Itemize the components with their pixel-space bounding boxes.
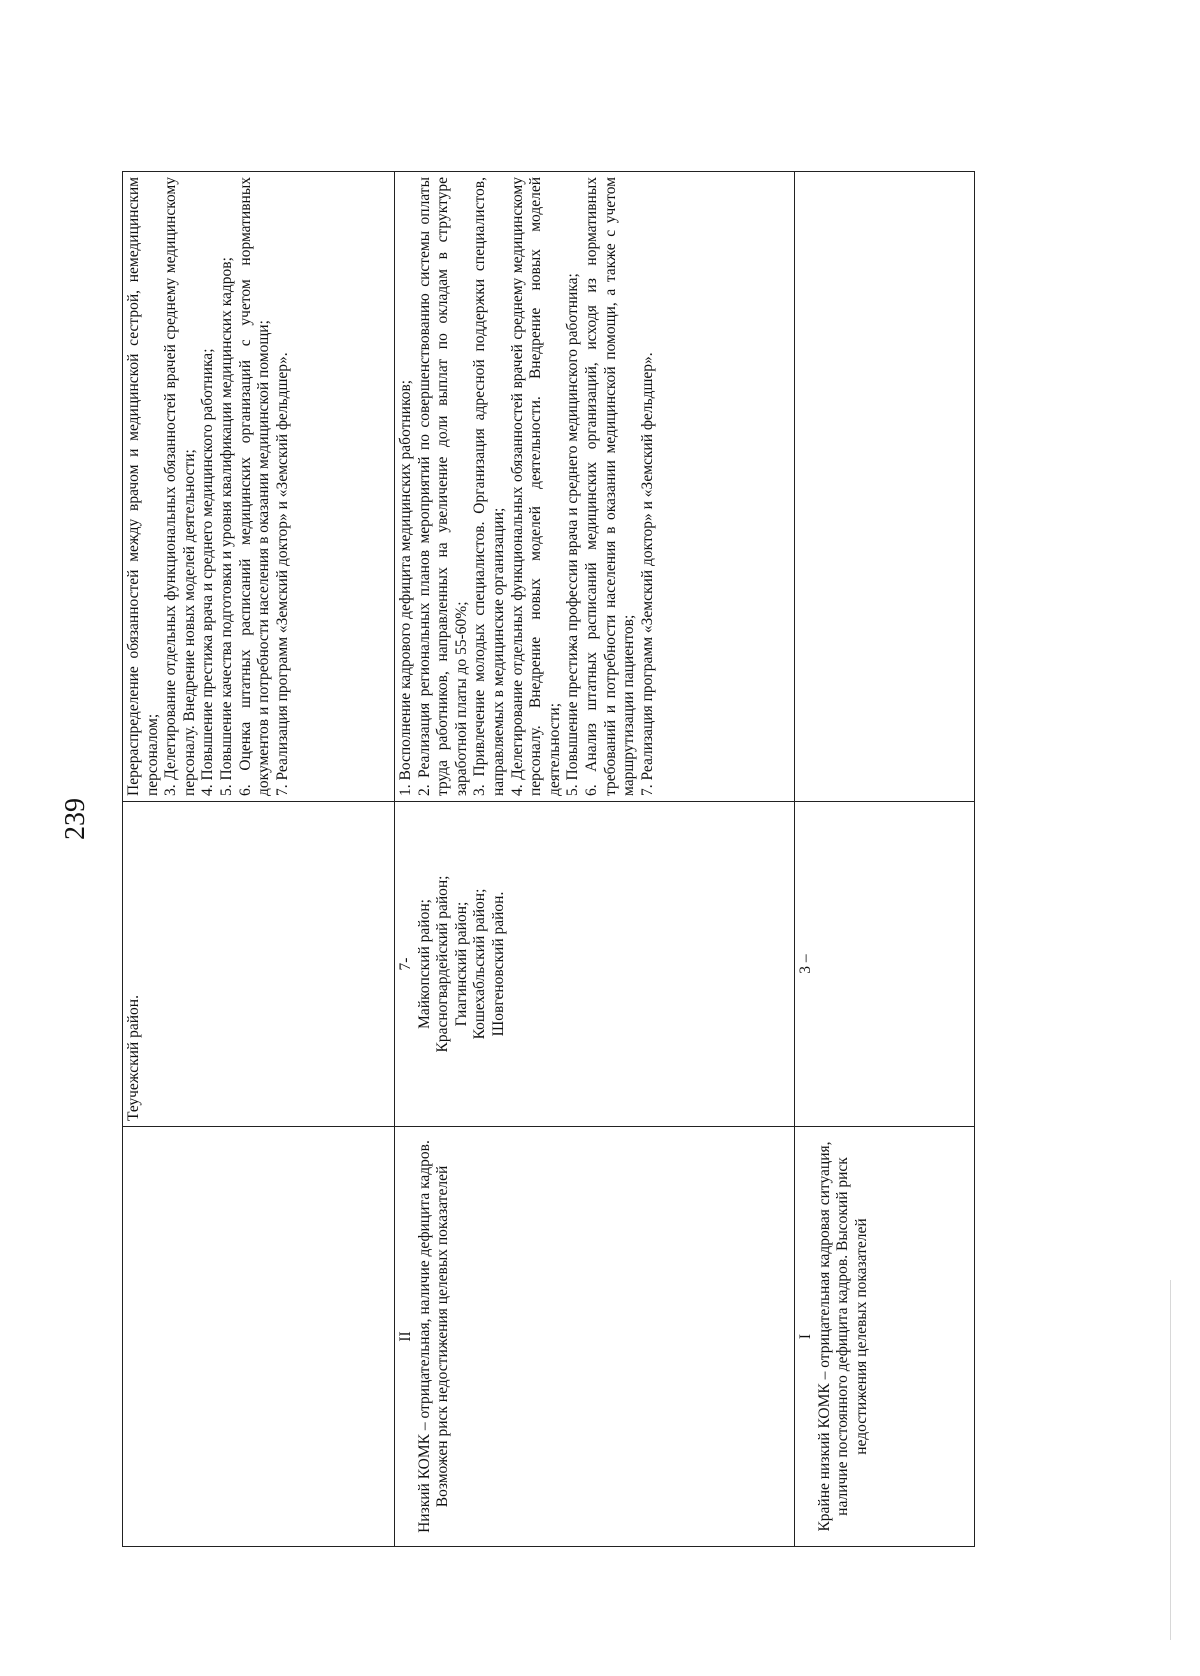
level-description: Низкий КОМК – отрицательная, наличие дефицита кадров. Возможен риск недостижения целевых показателей	[415, 1140, 452, 1533]
measure-item: 5. Повышение престижа профессии врача и среднего медицинского работника;	[564, 273, 582, 796]
measure-item: 1. Восполнение кадрового дефицита медицинских работников;	[397, 379, 414, 796]
level-description: Крайне низкий КОМК – отрицательная кадровая ситуация, наличие постоянного дефицита кадров. Высокий риск недостижения целевых показателей	[815, 1141, 870, 1532]
table-row	[795, 172, 975, 1547]
level-cell	[395, 1127, 795, 1547]
districts-cell	[795, 802, 975, 1127]
page-number: 239	[60, 798, 91, 840]
measure-item: 6. Оценка штатных расписаний медицинских организаций с учетом нормативных документов и потребности населения в оказании медицинской помощи;	[236, 177, 273, 796]
districts-cell	[123, 802, 395, 1127]
measure-item: 7. Реализация программ «Земский доктор» и «Земский фельдшер».	[273, 352, 291, 796]
districts-head: 3 –	[797, 954, 814, 974]
measure-item: 2. Реализация региональных планов мероприятий по совершенствованию системы оплаты труда работников, направленных на увеличение доли выплат по окладам в структуре заработной платы до 55-60%;	[415, 177, 470, 796]
district-item: Майкопский район;	[415, 899, 433, 1029]
district-item: Красногвардейский район;	[434, 875, 452, 1053]
measures-cell	[795, 172, 975, 802]
district-item: Гиагинский район;	[452, 901, 470, 1027]
level-cell	[795, 1127, 975, 1547]
table-row	[123, 172, 395, 1547]
districts-head: 7-	[397, 957, 414, 971]
measures-cell	[123, 172, 395, 802]
measure-item: 4. Делегирование отдельных функциональных обязанностей врачей среднему медицинскому персоналу. Внедрение новых моделей деятельности. Внедрение новых моделей деятельности;	[508, 177, 563, 796]
measure-item: 4. Повышение престижа врача и среднего медицинского работника;	[199, 348, 217, 796]
level-label: II	[397, 1331, 414, 1342]
districts-cell	[395, 802, 795, 1127]
level-label: I	[797, 1333, 814, 1340]
table-row	[395, 172, 795, 1547]
level-cell	[123, 1127, 395, 1547]
measure-item: 5. Повышение качества подготовки и уровня квалификации медицинских кадров;	[217, 257, 235, 796]
measure-item: 3. Делегирование отдельных функциональных обязанностей врачей среднему медицинскому персоналу. Внедрение новых моделей деятельности;	[162, 177, 198, 796]
rotated-table-wrapper	[122, 172, 974, 1547]
district-item: Теучежский район.	[125, 995, 142, 1121]
district-item: Кошехабльский район;	[471, 888, 489, 1040]
scan-edge-divider	[1170, 1280, 1171, 1640]
measure-item: 7. Реализация программ «Земский доктор» и «Земский фельдшер».	[638, 352, 656, 796]
measure-item: 3. Привлечение молодых специалистов. Организация адресной поддержки специалистов, направляемых в медицинские организации;	[471, 177, 507, 796]
measure-item: 6. Анализ штатных расписаний медицинских организаций, исходя из нормативных требований и потребности населения в оказании медицинской помощи, а также с учетом маршрутизации пациентов;	[582, 177, 638, 796]
district-item: Шовгеновский район.	[489, 891, 507, 1037]
staffing-table	[122, 171, 975, 1547]
measures-cell	[395, 172, 795, 802]
measure-item: Перераспределение обязанностей между врачом и медицинской сестрой, немедицинским персоналом;	[125, 177, 161, 796]
